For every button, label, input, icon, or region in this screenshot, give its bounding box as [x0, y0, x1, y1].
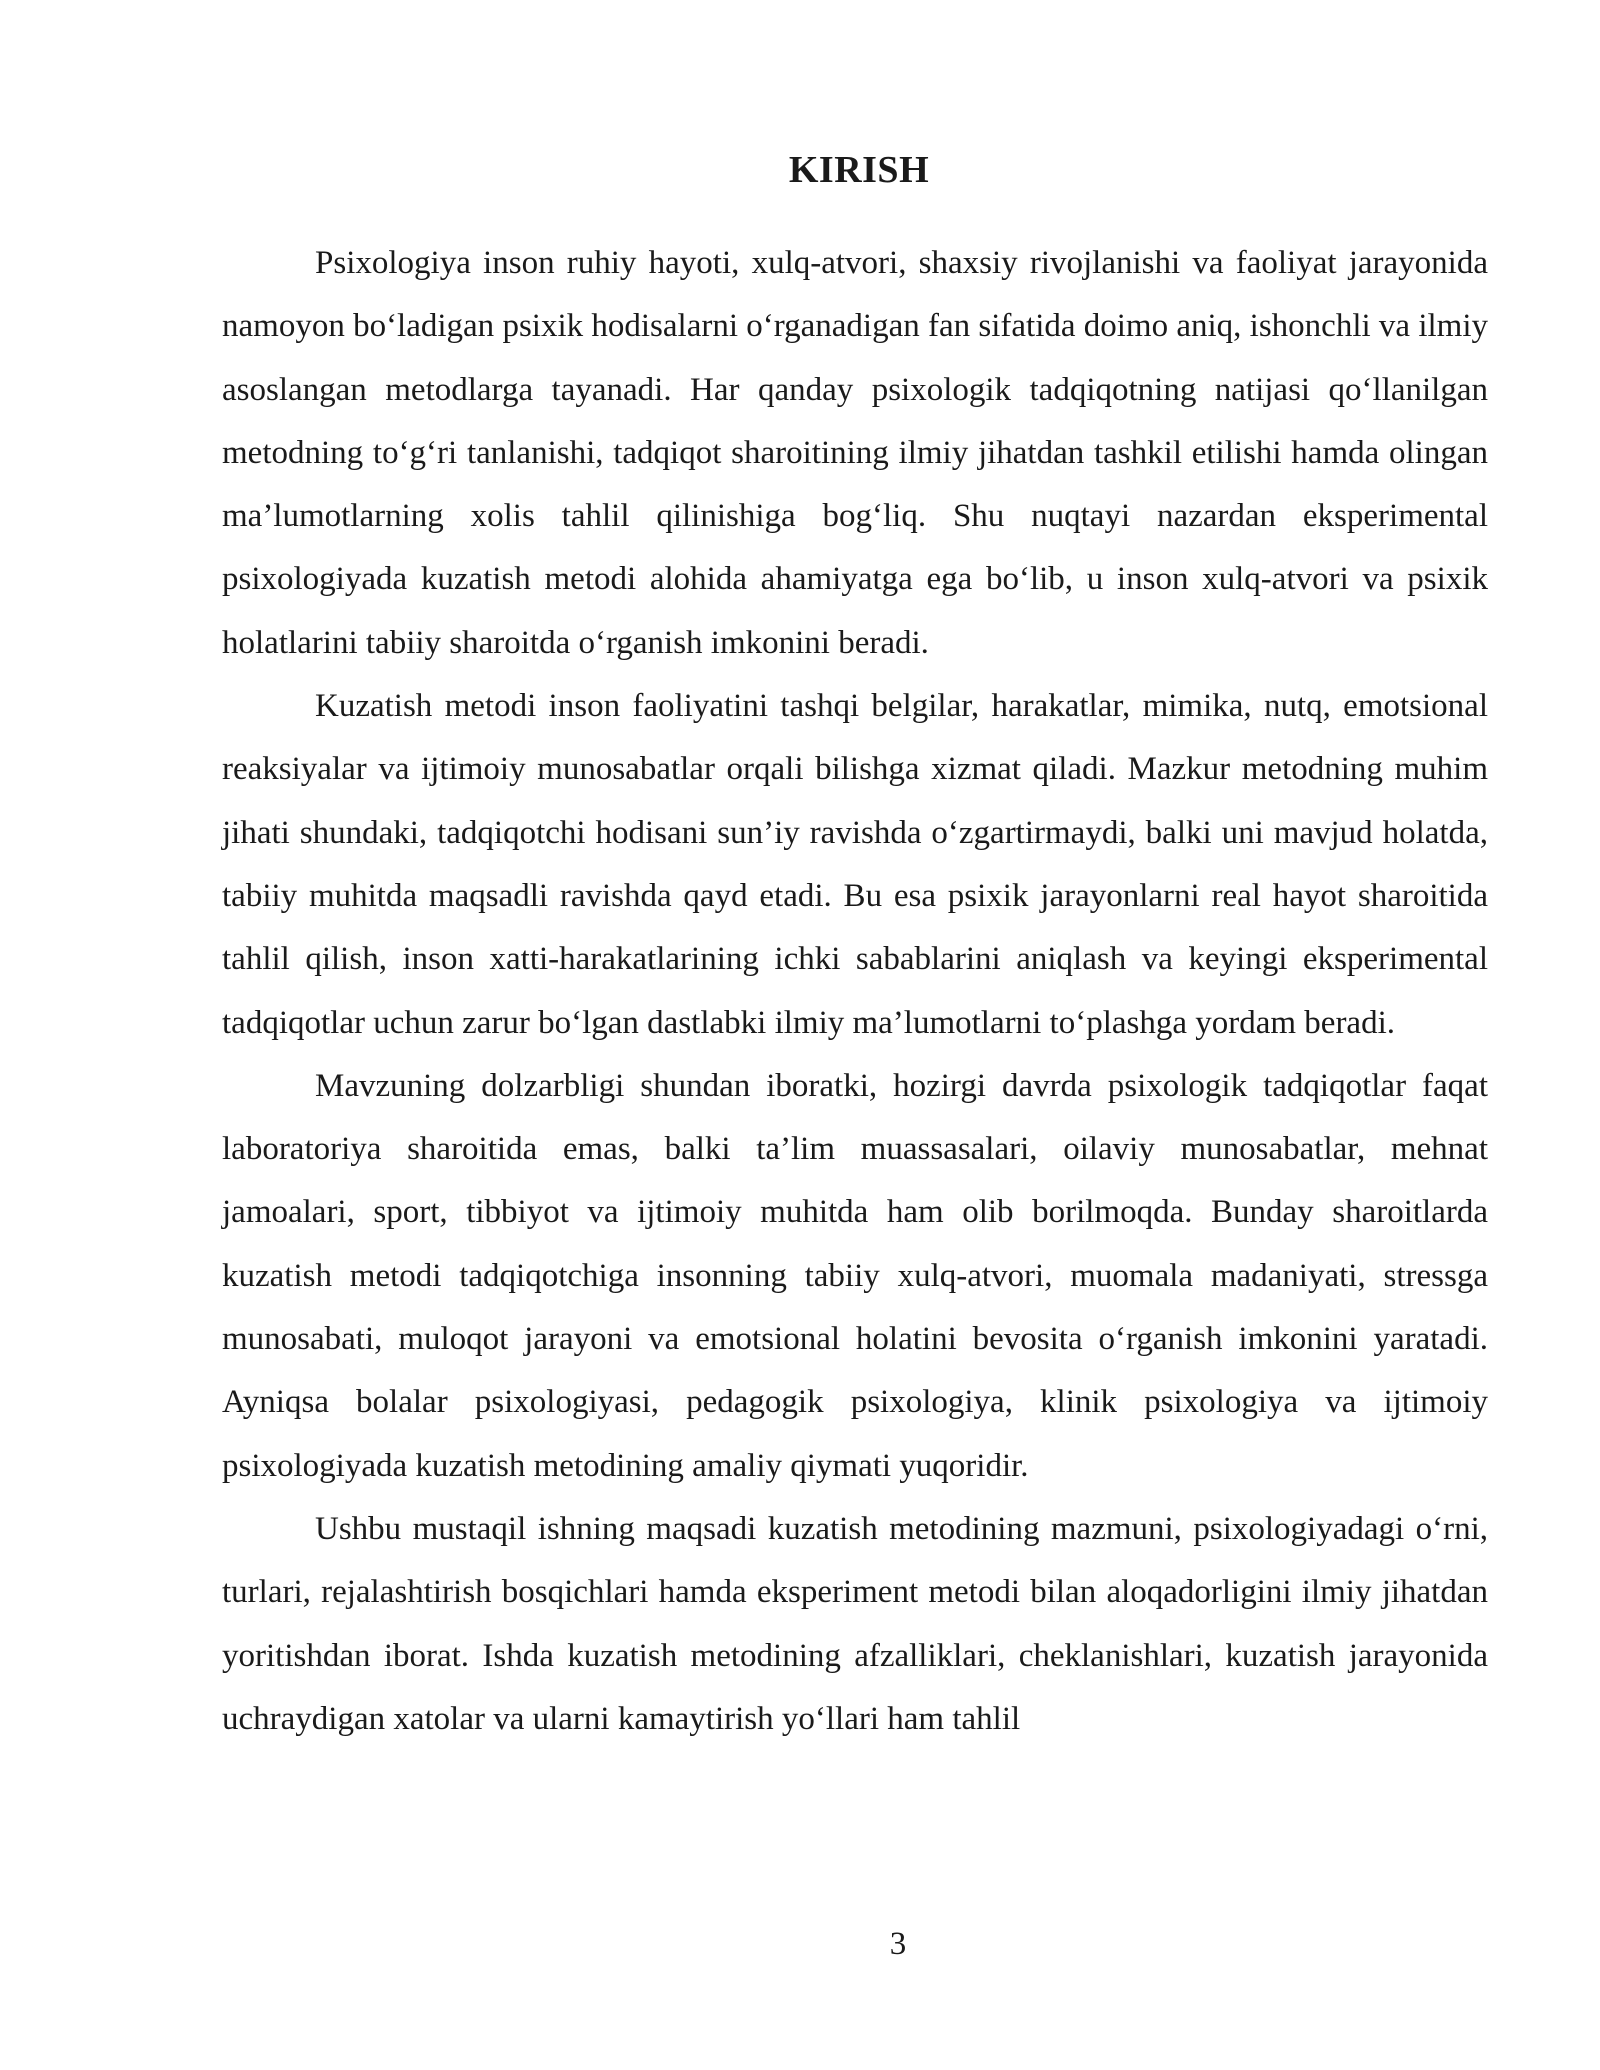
body-text	[222, 232, 1488, 1751]
paragraph-4: Ushbu mustaqil ishning maqsadi kuzatish metodining mazmuni, psixologiyadagi o‘rni, turlari, rejalashtirish bosqichlari hamda eksperiment metodi bilan aloqadorligini ilmiy jihatdan yoritishdan iborat. Ishda kuzatish metodining afzalliklari, cheklanishlari, kuzatish jarayonida uchraydigan xatolar va ularni kamaytirish yo‘llari ham tahlil	[222, 1510, 1488, 1737]
paragraph-3: Mavzuning dolzarbligi shundan iboratki, hozirgi davrda psixologik tadqiqotlar faqat laboratoriya sharoitida emas, balki ta’lim muassasalari, oilaviy munosabatlar, mehnat jamoalari, sport, tibbiyot va ijtimoiy muhitda ham olib borilmoqda. Bunday sharoitlarda kuzatish metodi tadqiqotchiga insonning tabiiy xulq-atvori, muomala madaniyati, stressga munosabati, muloqot jarayoni va emotsional holatini bevosita o‘rganish imkonini yaratadi. Ayniqsa bolalar psixologiyasi, pedagogik psixologiya, klinik psixologiya va ijtimoiy psixologiyada kuzatish metodining amaliy qiymati yuqoridir.	[222, 1067, 1488, 1484]
section-title: KIRISH	[788, 149, 930, 191]
paragraph-1: Psixologiya inson ruhiy hayoti, xulq-atvori, shaxsiy rivojlanishi va faoliyat jarayonida namoyon bo‘ladigan psixik hodisalarni o‘rganadigan fan sifatida doimo aniq, ishonchli va ilmiy asoslangan metodlarga tayanadi. Har qanday psixologik tadqiqotning natijasi qo‘llanilgan metodning to‘g‘ri tanlanishi, tadqiqot sharoitining ilmiy jihatdan tashkil etilishi hamda olingan ma’lumotlarning xolis tahlil qilinishiga bog‘liq. Shu nuqtayi nazardan eksperimental psixologiyada kuzatish metodi alohida ahamiyatga ega bo‘lib, u inson xulq-atvori va psixik holatlarini tabiiy sharoitda o‘rganish imkonini beradi.	[222, 245, 1488, 661]
page-number: 3	[889, 1926, 907, 1962]
paragraph-2: Kuzatish metodi inson faoliyatini tashqi belgilar, harakatlar, mimika, nutq, emotsional reaksiyalar va ijtimoiy munosabatlar orqali bilishga xizmat qiladi. Mazkur metodning muhim jihati shundaki, tadqiqotchi hodisani sun’iy ravishda o‘zgartirmaydi, balki uni mavjud holatda, tabiiy muhitda maqsadli ravishda qayd etadi. Bu esa psixik jarayonlarni real hayot sharoitida tahlil qilish, inson xatti-harakatlarining ichki sabablarini aniqlash va keyingi eksperimental tadqiqotlar uchun zarur bo‘lgan dastlabki ilmiy ma’lumotlarni to‘plashga yordam beradi.	[222, 688, 1488, 1041]
